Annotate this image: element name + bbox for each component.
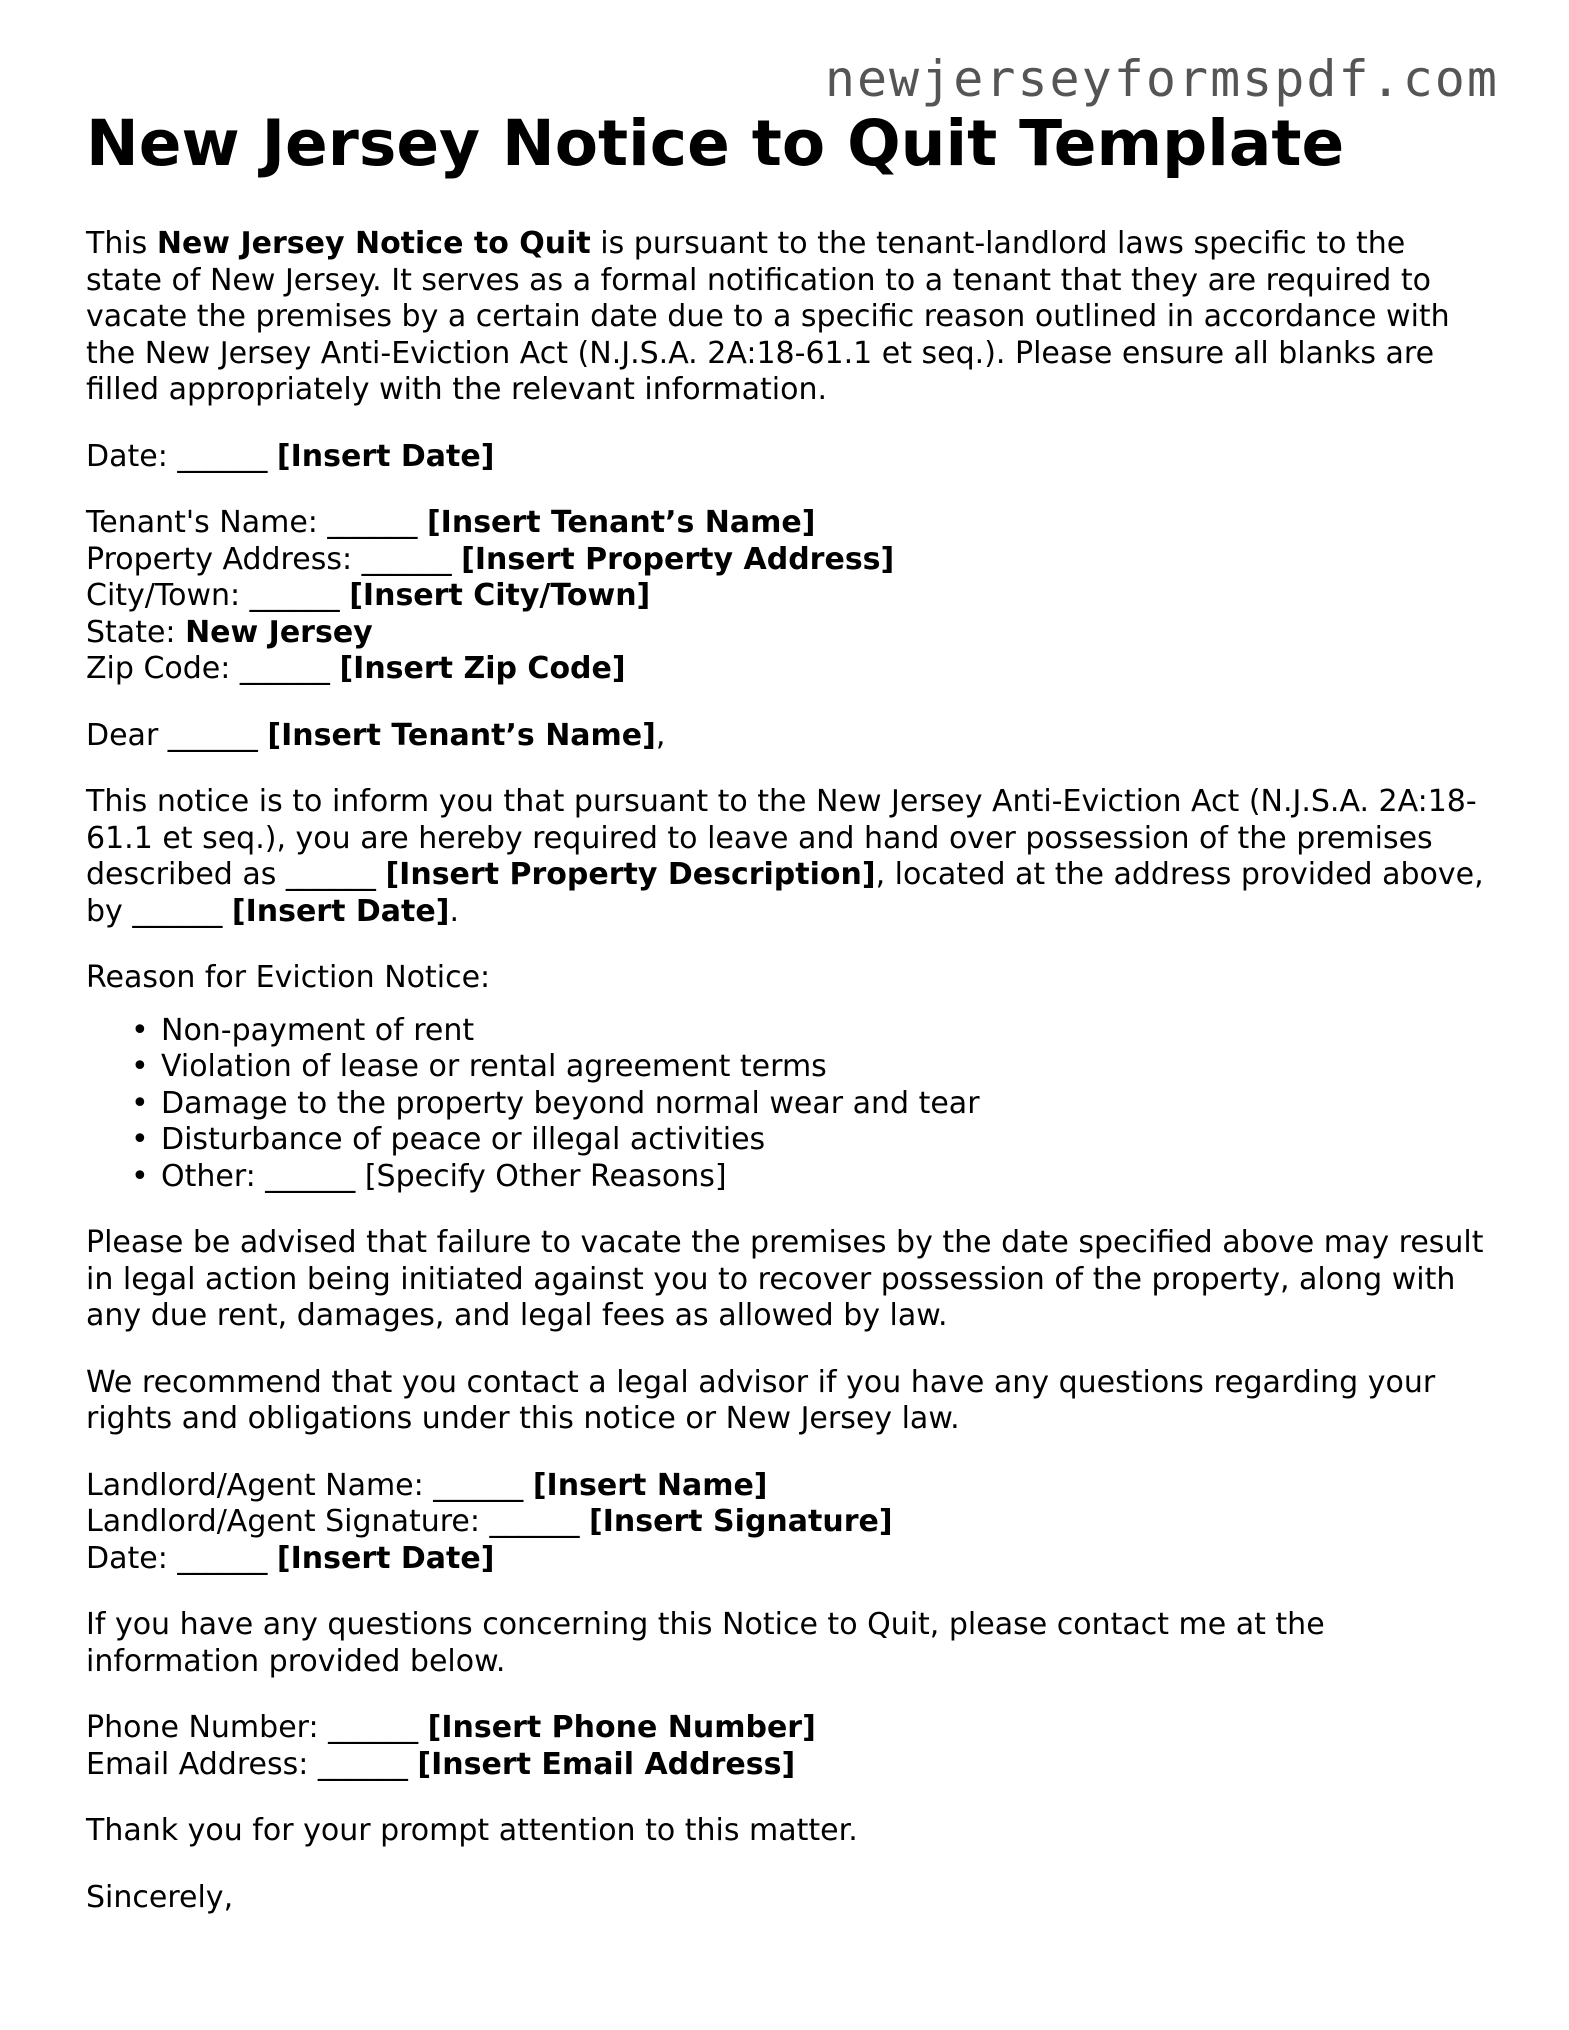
recommendation-paragraph: We recommend that you contact a legal advisor if you have any questions regarding your rights and obligations under this notice or New Jersey law. xyxy=(86,1364,1436,1437)
list-item xyxy=(131,1158,1486,1196)
phone-placeholder: [Insert Phone Number] xyxy=(427,1710,816,1746)
salutation-suffix: , xyxy=(655,717,666,753)
bullet-icon: • xyxy=(131,1122,149,1158)
intro-paragraph xyxy=(86,226,1486,409)
city-label: City/Town: ______ xyxy=(86,578,350,614)
intro-text-pre: This xyxy=(86,226,157,262)
list-item xyxy=(131,1122,1486,1159)
city-field xyxy=(86,578,1486,615)
property-address-placeholder: [Insert Property Address] xyxy=(461,541,895,577)
thanks-paragraph: Thank you for your prompt attention to this matter. xyxy=(86,1813,858,1849)
salutation xyxy=(86,718,1486,755)
list-item xyxy=(131,1049,1486,1086)
vacate-date-placeholder: [Insert Date] xyxy=(231,893,450,929)
reason-text: Damage to the property beyond normal wear and tear xyxy=(161,1085,980,1121)
intro-bold-form-name: New Jersey Notice to Quit xyxy=(156,226,591,262)
phone-label: Phone Number: ______ xyxy=(86,1710,428,1746)
salutation-label: Dear ______ xyxy=(86,717,268,753)
tenant-name-placeholder: [Insert Tenant’s Name] xyxy=(426,505,816,541)
landlord-name-label: Landlord/Agent Name: ______ xyxy=(86,1467,533,1503)
date-field-block xyxy=(86,439,1486,476)
state-label: State: xyxy=(86,614,186,650)
reason-heading: Reason for Eviction Notice: xyxy=(86,960,491,996)
list-item xyxy=(131,1085,1486,1123)
contact-intro-paragraph: If you have any questions concerning this Notice to Quit, please contact me at the information provided below. xyxy=(86,1607,1325,1679)
reason-list xyxy=(86,1013,1486,1196)
landlord-signature-field xyxy=(86,1504,1486,1541)
property-address-label: Property Address: ______ xyxy=(86,541,462,577)
email-placeholder: [Insert Email Address] xyxy=(417,1746,796,1782)
zip-label: Zip Code: ______ xyxy=(86,651,340,687)
landlord-name-field xyxy=(86,1468,1486,1505)
bullet-icon: • xyxy=(131,1085,149,1121)
contact-info-block xyxy=(86,1710,1486,1783)
document-page xyxy=(86,108,1486,1946)
tenant-name-label: Tenant's Name: ______ xyxy=(86,505,427,541)
property-address-field xyxy=(86,542,1486,579)
notice-text-2: , located at the address provided above, by ______ xyxy=(86,857,1484,929)
property-description-placeholder: [Insert Property Description] xyxy=(385,857,876,893)
bullet-icon: • xyxy=(131,1158,149,1194)
landlord-signature-label: Landlord/Agent Signature: ______ xyxy=(86,1504,590,1540)
salutation-tenant-placeholder: [Insert Tenant’s Name] xyxy=(267,717,656,753)
bullet-icon: • xyxy=(131,1049,149,1085)
reason-text: Disturbance of peace or illegal activities xyxy=(161,1122,766,1158)
advisory-paragraph: Please be advised that failure to vacate the premises by the date specified above may result in legal action being initiated against you to recover possession of the property, along with any due rent, damages, and legal fees as allowed by law. xyxy=(86,1225,1484,1334)
notice-paragraph xyxy=(86,784,1486,930)
notice-text-3: . xyxy=(449,893,459,929)
state-value: New Jersey xyxy=(185,614,373,650)
email-field xyxy=(86,1747,1486,1784)
bullet-icon: • xyxy=(131,1012,149,1048)
city-placeholder: [Insert City/Town] xyxy=(349,578,651,614)
date-placeholder: [Insert Date] xyxy=(276,438,495,474)
state-field xyxy=(86,615,1486,652)
landlord-date-field xyxy=(86,1541,1486,1578)
landlord-info-block xyxy=(86,1468,1486,1578)
landlord-date-label: Date: ______ xyxy=(86,1540,277,1576)
site-watermark: newjerseyformspdf.com xyxy=(824,50,1499,108)
email-label: Email Address: ______ xyxy=(86,1746,418,1782)
list-item xyxy=(131,1012,1486,1050)
tenant-name-field xyxy=(86,505,1486,542)
intro-text-post: is pursuant to the tenant-landlord laws specific to the state of New Jersey. It serves as a formal notification to a tenant that they are required to vacate the premises by a certain date due to a specific reason outlined in accordance with the New Jersey Anti-Eviction Act (N.J.S.A. 2A:18-61.1 et seq.). Please ensure all blanks are filled appropriately with the relevant information. xyxy=(86,226,1450,408)
zip-field xyxy=(86,651,1486,688)
notice-text-1: This notice is to inform you that pursuant to the New Jersey Anti-Eviction Act (N.J.S.A. 2A:18-61.1 et seq.), you are hereby required to leave and hand over possession of the premises described as ______ xyxy=(86,784,1477,893)
landlord-signature-placeholder: [Insert Signature] xyxy=(589,1504,893,1540)
date-label: Date: ______ xyxy=(86,438,277,474)
reason-text: Violation of lease or rental agreement terms xyxy=(161,1049,827,1085)
landlord-date-placeholder: [Insert Date] xyxy=(276,1540,495,1576)
closing-text: Sincerely, xyxy=(86,1879,234,1915)
landlord-name-placeholder: [Insert Name] xyxy=(532,1467,768,1503)
tenant-info-block xyxy=(86,505,1486,688)
page-title: New Jersey Notice to Quit Template xyxy=(86,107,1345,180)
phone-field xyxy=(86,1710,1486,1747)
reason-text: Non-payment of rent xyxy=(161,1012,475,1048)
reason-text: Other: ______ [Specify Other Reasons] xyxy=(161,1158,727,1194)
zip-placeholder: [Insert Zip Code] xyxy=(339,651,626,687)
